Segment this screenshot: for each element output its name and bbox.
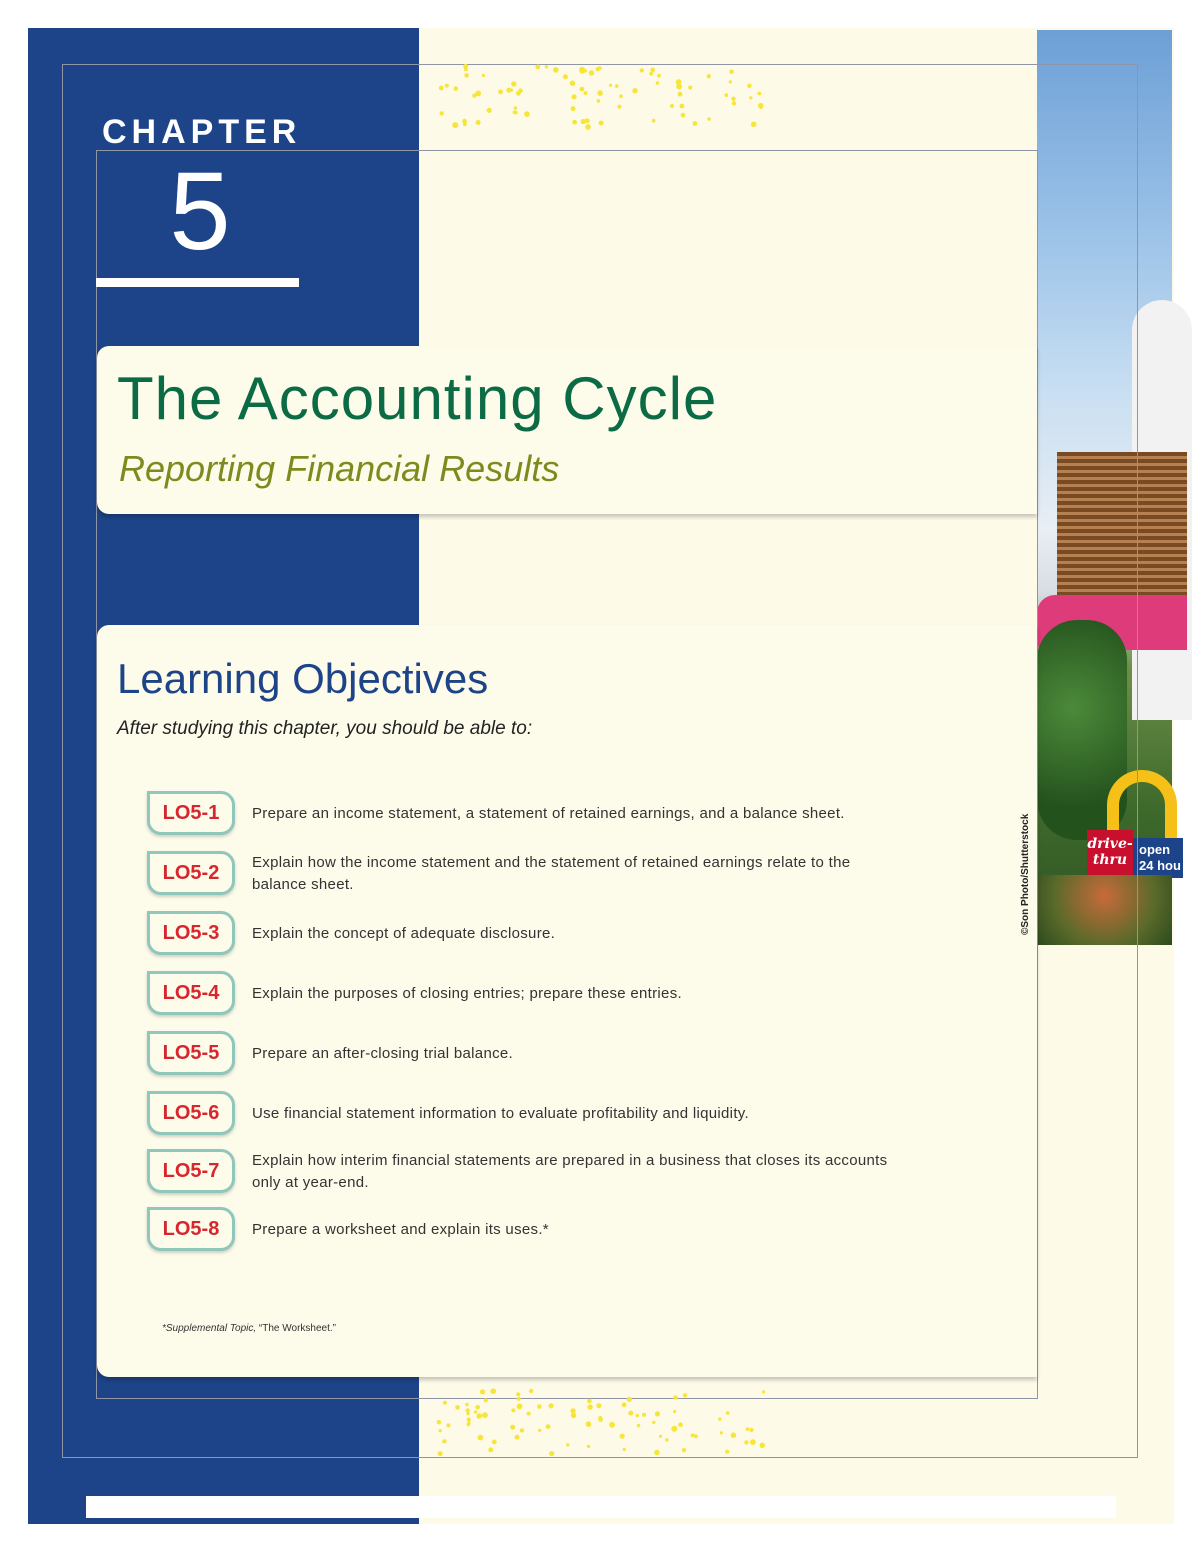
objective-text: Prepare an after-closing trial balance. (252, 1045, 514, 1062)
objective-item (147, 911, 907, 957)
decor-dot (665, 1438, 668, 1441)
decor-dot (757, 92, 761, 96)
objective-badge: LO5-3 (147, 911, 235, 955)
decor-dot (546, 1424, 551, 1429)
decor-dot (454, 86, 459, 91)
objective-item (147, 851, 907, 897)
decor-dot (682, 1448, 686, 1452)
decor-dot (517, 1397, 521, 1401)
decor-dot (691, 1434, 695, 1438)
objective-text: Explain the concept of adequate disclosure. (252, 925, 556, 942)
yellow-dots-top (436, 62, 766, 132)
decor-dot (464, 68, 468, 72)
objective-badge: LO5-7 (147, 1149, 235, 1193)
decor-dot (676, 84, 682, 90)
decor-dot (636, 1414, 639, 1417)
decor-dot (615, 84, 619, 88)
decor-dot (632, 88, 637, 93)
bottom-white-bar (86, 1496, 1116, 1518)
decor-dot (487, 108, 492, 113)
decor-dot (524, 111, 530, 117)
decor-dot (584, 91, 588, 95)
decor-dot (652, 119, 656, 123)
objective-text: Use financial statement information to evaluate profitability and liquidity. (252, 1105, 749, 1122)
decor-dot (472, 93, 476, 97)
decor-dot (680, 104, 685, 109)
decor-dot (732, 101, 736, 105)
decor-dot (681, 113, 686, 118)
decor-dot (581, 119, 586, 124)
decor-dot (585, 124, 591, 130)
decor-dot (649, 72, 653, 76)
decor-dot (467, 1418, 471, 1422)
decor-dot (596, 1403, 601, 1408)
decor-dot (437, 1420, 441, 1424)
decor-dot (510, 1425, 515, 1430)
decor-dot (749, 1428, 753, 1432)
decor-dot (474, 1410, 477, 1413)
chapter-underline (96, 278, 299, 287)
objective-text: Explain how the income statement and the statement of retained earnings relate to the balance sheet. (252, 854, 851, 893)
decor-dot (620, 1434, 625, 1439)
decor-dot (589, 70, 594, 75)
decor-dot (515, 1435, 520, 1440)
decor-dot (678, 92, 683, 97)
decor-dot (609, 1422, 615, 1428)
decor-dot (535, 65, 540, 70)
learning-objectives-heading: Learning Objectives (117, 655, 489, 702)
decor-dot (623, 1448, 626, 1451)
decor-dot (566, 1443, 569, 1446)
decor-dot (445, 84, 449, 88)
decor-dot (609, 84, 612, 87)
photo-credit: ©Son Photo/Shutterstock (1020, 813, 1031, 935)
footnote (162, 1323, 336, 1334)
decor-dot (529, 1389, 533, 1393)
objective-item (147, 791, 907, 837)
decor-dot (572, 94, 577, 99)
yellow-dots-bottom (436, 1388, 766, 1458)
decor-dot (439, 1429, 442, 1432)
decor-dot (517, 1404, 523, 1410)
title-card (97, 346, 1037, 514)
decor-dot (549, 1403, 554, 1408)
decor-dot (513, 110, 517, 114)
decor-dot (762, 1390, 765, 1393)
decor-dot (478, 1435, 484, 1441)
decor-dot (442, 1439, 446, 1443)
decor-dot (707, 117, 711, 121)
decor-dot (597, 90, 603, 96)
decor-dot (597, 99, 601, 103)
decor-dot (586, 1421, 592, 1427)
objective-badge: LO5-5 (147, 1031, 235, 1075)
decor-dot (731, 1432, 737, 1438)
decor-dot (678, 1422, 683, 1427)
decor-dot (718, 1418, 721, 1421)
decor-dot (482, 74, 485, 77)
decor-dot (671, 1426, 677, 1432)
learning-objectives-intro: After studying this chapter, you should be able to: (117, 718, 533, 739)
decor-dot (484, 1398, 488, 1402)
decor-dot (751, 122, 757, 128)
decor-dot (579, 67, 585, 73)
decor-dot (510, 88, 513, 91)
decor-dot (670, 104, 674, 108)
chapter-number: 5 (169, 150, 231, 273)
objective-badge: LO5-8 (147, 1207, 235, 1251)
decor-dot (439, 86, 444, 91)
decor-dot (657, 74, 661, 78)
decor-dot (492, 1440, 497, 1445)
decor-dot (724, 93, 728, 97)
decor-dot (654, 1450, 660, 1456)
objective-text: Prepare a worksheet and explain its uses.* (252, 1221, 549, 1238)
decor-dot (463, 122, 467, 126)
decor-dot (477, 1413, 483, 1419)
objective-text: Explain the purposes of closing entries; prepare these entries. (252, 985, 682, 1002)
photo-sign-drive-thru: drive-thru (1087, 830, 1133, 880)
decor-dot (707, 74, 711, 78)
decor-dot (725, 1450, 729, 1454)
decor-dot (571, 1413, 576, 1418)
decor-dot (440, 111, 444, 115)
decor-dot (491, 1388, 497, 1394)
decor-dot (617, 105, 621, 109)
decor-dot (476, 120, 481, 125)
decor-dot (652, 1421, 655, 1424)
decor-dot (572, 120, 577, 125)
decor-dot (688, 85, 692, 89)
decor-dot (580, 87, 585, 92)
learning-objectives-card (97, 625, 1037, 1377)
decor-dot (475, 1405, 480, 1410)
objective-text: Explain how interim financial statements are prepared in a business that closes its accounts only at year-end. (252, 1152, 888, 1191)
decor-dot (750, 1439, 756, 1445)
chapter-label: CHAPTER (102, 113, 302, 151)
decor-dot (468, 1421, 471, 1424)
decor-dot (729, 80, 732, 83)
decor-dot (650, 68, 655, 73)
decor-dot (587, 1445, 590, 1448)
decor-dot (729, 70, 733, 74)
decor-dot (619, 94, 623, 98)
decor-dot (516, 1392, 520, 1396)
decor-dot (438, 1451, 443, 1456)
decor-dot (720, 1431, 723, 1434)
decor-dot (498, 89, 503, 94)
footnote-rest: “The Worksheet.” (258, 1323, 336, 1334)
decor-dot (673, 1410, 676, 1413)
decor-dot (563, 74, 568, 79)
objective-item (147, 1091, 907, 1137)
objective-item (147, 971, 907, 1017)
decor-dot (659, 1435, 662, 1438)
decor-dot (637, 1424, 640, 1427)
decor-dot (628, 1411, 633, 1416)
decor-dot (627, 1397, 632, 1402)
objective-item (147, 1149, 907, 1195)
chapter-title: The Accounting Cycle (117, 365, 718, 432)
decor-dot (549, 1451, 554, 1456)
decor-dot (599, 121, 604, 126)
objective-item (147, 1031, 907, 1077)
decor-dot (726, 1411, 730, 1415)
decor-dot (553, 67, 559, 73)
decor-dot (511, 1408, 515, 1412)
decor-dot (518, 88, 523, 93)
decor-dot (656, 81, 660, 85)
decor-dot (514, 106, 518, 110)
decor-dot (466, 1412, 469, 1415)
decor-dot (455, 1405, 460, 1410)
decor-dot (731, 97, 735, 101)
decor-dot (538, 1429, 541, 1432)
decor-dot (744, 1440, 748, 1444)
decor-dot (570, 81, 575, 86)
decor-dot (747, 84, 751, 88)
decor-dot (622, 1402, 627, 1407)
objective-badge: LO5-1 (147, 791, 235, 835)
decor-dot (482, 1412, 488, 1418)
footnote-lead: *Supplemental Topic, (162, 1323, 257, 1334)
decor-dot (598, 1417, 603, 1422)
decor-dot (760, 1443, 765, 1448)
decor-dot (488, 1447, 493, 1452)
decor-dot (746, 1427, 750, 1431)
decor-dot (640, 68, 644, 72)
decor-dot (464, 73, 469, 78)
objective-badge: LO5-2 (147, 851, 235, 895)
decor-dot (587, 1399, 592, 1404)
decor-dot (480, 1389, 485, 1394)
decor-dot (511, 81, 516, 86)
decor-dot (465, 1403, 469, 1407)
photo-sign-open: open 24 hou (1133, 838, 1183, 878)
objective-badge: LO5-4 (147, 971, 235, 1015)
objective-badge: LO5-6 (147, 1091, 235, 1135)
decor-dot (443, 1401, 447, 1405)
decor-dot (749, 96, 752, 99)
decor-dot (452, 122, 458, 128)
decor-dot (571, 106, 576, 111)
decor-dot (673, 1395, 677, 1399)
objective-item (147, 1207, 907, 1253)
decor-dot (694, 1434, 698, 1438)
decor-dot (596, 67, 600, 71)
decor-dot (587, 1404, 592, 1409)
decor-dot (527, 1412, 531, 1416)
decor-dot (520, 1428, 524, 1432)
decor-dot (545, 65, 548, 68)
decor-dot (693, 121, 698, 126)
decor-dot (446, 1423, 450, 1427)
decor-dot (759, 105, 763, 109)
decor-dot (655, 1411, 660, 1416)
decor-dot (683, 1393, 687, 1397)
objective-text: Prepare an income statement, a statement of retained earnings, and a balance sheet. (252, 805, 845, 822)
chapter-subtitle: Reporting Financial Results (119, 448, 560, 489)
decor-dot (537, 1404, 542, 1409)
decor-dot (642, 1413, 646, 1417)
